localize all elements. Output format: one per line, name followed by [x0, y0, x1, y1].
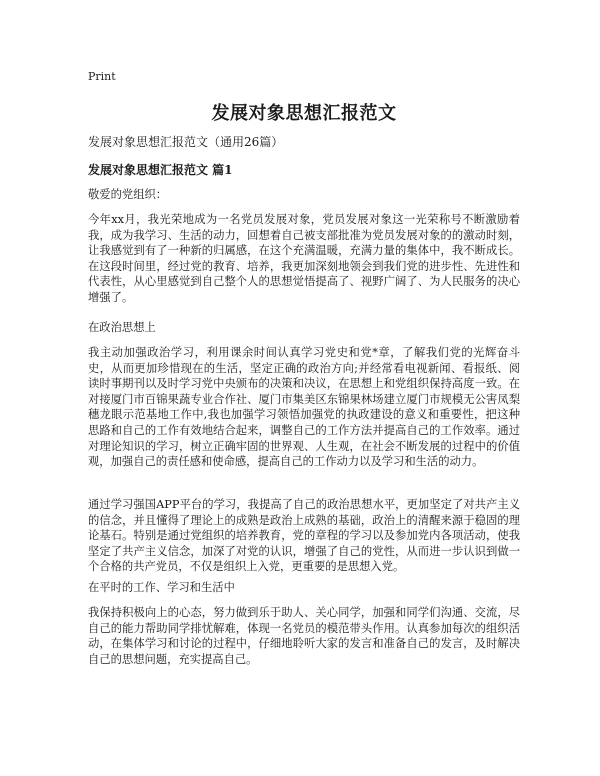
body-paragraph: 我保持积极向上的心态，努力做到乐于助人、关心同学，加强和同学们沟通、交流，尽自己的能力帮助同学排忧解难，体现一名党员的模范带头作用。认真参加每次的组织活动，在集体学习和讨论的过程中，仔细地聆听大家的发言和准备自己的发言，及时解决自己的思想问题，充实提高自己。	[88, 606, 520, 666]
subsection-heading: 在政治思想上	[88, 321, 156, 334]
body-paragraph: 我主动加强政治学习，利用课余时间认真学习党史和党*章，了解我们党的光辉奋斗史，从而更加珍惜现在的生活，坚定正确的政治方向;并经常看电视新闻、看报纸、阅读时事期刊以及时学习党中央颁布的决策和决议，在思想上和党组织保持高度一致。在对接厦门市百锦果蔬专业合作社、厦门市集美区东锦果林场建立厦门市规模无公害凤梨穗龙眼示范基地工作中,我也加强学习领悟加强党的执政建设的意义和重要性，把这种思路和自己的工作有效地结合起来，调整自己的工作方法并提高自己的工作效率。通过对理论知识的学习，树立正确牢固的世界观、人生观，在社会不断发展的过程中的价值观，加强自己的责任感和使命感，提高自己的工作动力以及学习和生活的动力。	[88, 346, 520, 469]
body-paragraph: 通过学习强国APP平台的学习，我提高了自己的政治思想水平，更加坚定了对共产主义的信念，并且懂得了理论上的成熟是政治上成熟的基础，政治上的清醒来源于稳固的理论基石。特别是通过党组织的培养教育，党的章程的学习以及参加党内各项活动，使我坚定了共产主义信念，加深了对党的认识，增强了自己的党性，从而进一步认识到做一个合格的共产党员，不仅是组织上入党，更重要的是思想入党。	[88, 498, 520, 574]
document-title: 发展对象思想汇报范文	[211, 103, 397, 124]
section-heading: 发展对象思想汇报范文 篇1	[88, 163, 233, 177]
body-paragraph: 今年xx月，我光荣地成为一名党员发展对象，党员发展对象这一光荣称号不断激励着我，成为我学习、生活的动力，回想着自己被支部批准为党员发展对象的的激动时刻，让我感觉到有了一种新的归属感，在这个充满温暖，充满力量的集体中，我不断成长。在这段时间里，经过党的教育、培养，我更加深刻地领会到我们党的进步性、先进性和代表性，从心里感觉到自己整个人的思想觉悟提高了、视野广阔了、为人民服务的决心增强了。	[88, 213, 520, 304]
document-subtitle: 发展对象思想汇报范文（通用26篇）	[88, 135, 284, 149]
greeting-paragraph: 敬爱的党组织：	[88, 188, 168, 201]
print-label[interactable]: Print	[88, 70, 116, 83]
subsection-heading: 在平时的工作、学习和生活中	[88, 581, 235, 594]
